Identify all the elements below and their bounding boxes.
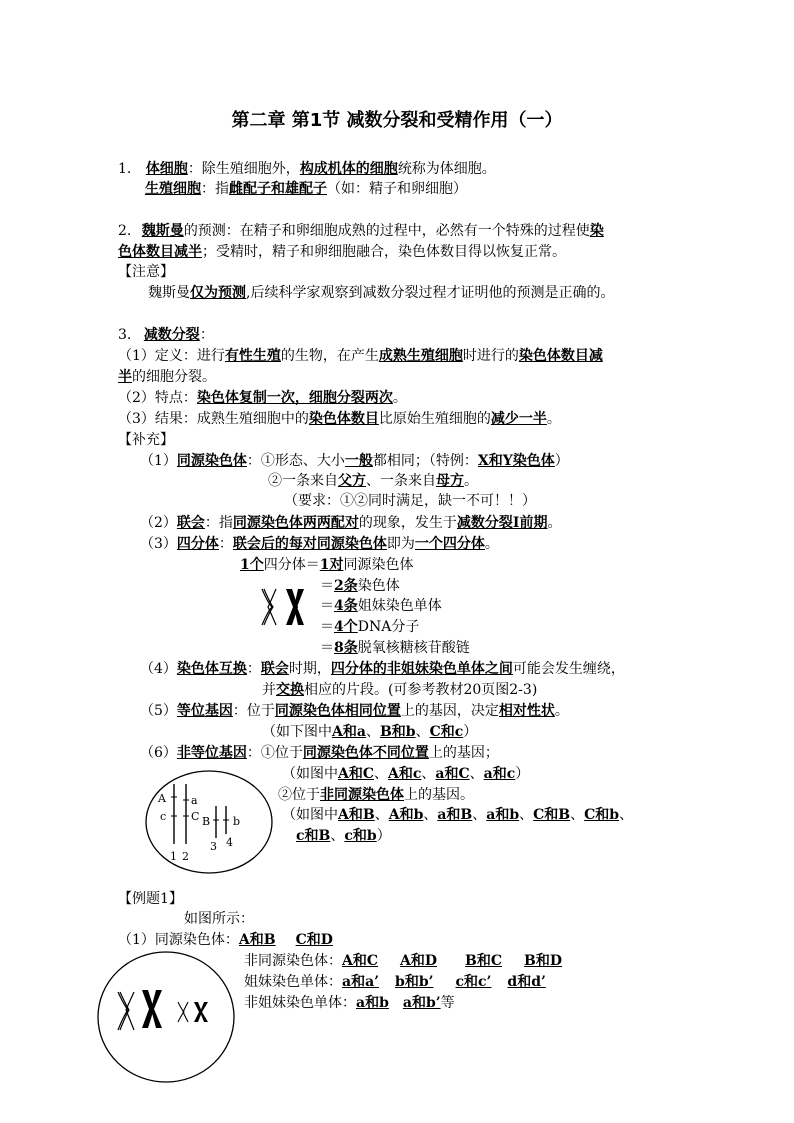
allele-line-2 xyxy=(262,723,477,741)
example-intro: 如图所示： xyxy=(184,911,254,927)
meiosis-definition-cont xyxy=(118,368,216,386)
text: 魏斯曼 xyxy=(148,285,190,301)
answer: A和D xyxy=(400,953,438,969)
example-q2 xyxy=(244,952,562,970)
tetrad-eq-5 xyxy=(320,639,470,657)
text: 的生物，在产生 xyxy=(280,348,379,364)
term: 染色体互换 xyxy=(176,661,247,677)
text: 上的基因； xyxy=(428,745,499,761)
chromosome-solid-large xyxy=(142,990,162,1028)
term: 染色体数目减 xyxy=(518,348,603,364)
term: B和b xyxy=(379,724,416,740)
nonallele-line-3 xyxy=(278,786,474,804)
term: A和B xyxy=(338,807,375,823)
term: a和B xyxy=(437,807,473,823)
text: ： xyxy=(246,661,261,677)
homologous-line-2 xyxy=(268,472,478,490)
text: 的现象，发生于 xyxy=(358,515,457,531)
chromosome-lines xyxy=(174,784,226,844)
term: 联会 xyxy=(176,515,205,531)
text: ） xyxy=(554,453,569,469)
term: A和c xyxy=(388,766,422,782)
tetrad-eq-3 xyxy=(320,597,442,615)
text: ） xyxy=(463,724,478,740)
text: 、一条来自 xyxy=(366,473,436,489)
text: 。 xyxy=(392,390,407,406)
text: ：①位于 xyxy=(246,745,303,761)
chromosome-solid-pair xyxy=(286,589,304,625)
chromosome-number-2: 2 xyxy=(182,850,189,863)
term: 2条 xyxy=(334,578,358,594)
text: 、 xyxy=(421,766,436,782)
text: DNA分子 xyxy=(357,619,420,635)
crossover-line-1 xyxy=(140,660,625,678)
nonallele-line-4 xyxy=(282,806,633,824)
text: 、 xyxy=(365,724,380,740)
chromosome-outline-pair xyxy=(262,589,276,625)
section-number: 1. xyxy=(118,161,132,177)
text: ： xyxy=(199,327,214,343)
answer: a和b xyxy=(356,995,389,1011)
text: 时期， xyxy=(288,661,331,677)
supplement-label: 【补充】 xyxy=(118,432,174,448)
term: 四分体 xyxy=(176,536,219,552)
text: （6） xyxy=(140,745,177,761)
text: ＝ xyxy=(320,619,334,635)
nonallele-line-2 xyxy=(282,765,529,783)
term: 有性生殖 xyxy=(224,348,281,364)
term: 四分体的非姐妹染色单体之间 xyxy=(330,661,513,677)
example-q3 xyxy=(244,973,546,991)
text: ） xyxy=(515,766,530,782)
section-1-line-2 xyxy=(145,180,467,198)
gene-cell-diagram xyxy=(144,770,274,874)
answer: A和C xyxy=(342,953,379,969)
term: c和B xyxy=(296,828,331,844)
tetrad-eq-1 xyxy=(240,556,414,574)
answer: B和D xyxy=(524,953,562,969)
text: ：除生殖细胞外， xyxy=(187,161,300,177)
text: （3）结果：成熟生殖细胞中的 xyxy=(118,411,309,427)
crossover-line-2 xyxy=(262,681,537,699)
text: 即为 xyxy=(386,536,415,552)
text: 上的基因。 xyxy=(404,787,474,803)
text: 四分体＝ xyxy=(263,557,320,573)
text: （如图中 xyxy=(282,807,338,823)
nonallele-line-5 xyxy=(296,827,391,845)
tetrad-line xyxy=(140,535,499,553)
example-label: 【例题1】 xyxy=(118,891,183,907)
term: 母方 xyxy=(436,473,464,489)
text: 脱氧核糖核苷酸链 xyxy=(357,640,470,656)
term: C和B xyxy=(533,807,571,823)
term: 相对性状 xyxy=(498,703,555,719)
term: C和c xyxy=(429,724,464,740)
tetrad-eq-4 xyxy=(320,618,419,636)
term: 联会 xyxy=(260,661,289,677)
section-3-heading xyxy=(118,326,214,344)
text: ：①形态、大小 xyxy=(246,453,345,469)
term-germ-cell: 生殖细胞 xyxy=(145,181,201,197)
term: 成熟生殖细胞 xyxy=(378,348,463,364)
term: 半 xyxy=(118,369,132,385)
text: （3） xyxy=(140,536,177,552)
gene-labels xyxy=(157,792,240,863)
term: 染 xyxy=(589,223,604,239)
answer: a和a’ xyxy=(342,974,380,990)
term: 4个 xyxy=(334,619,358,635)
answer: b和b’ xyxy=(395,974,434,990)
chromosome-solid-small xyxy=(194,1002,208,1022)
homologous-line-1 xyxy=(140,452,569,470)
meiosis-feature xyxy=(118,389,407,407)
gene-label-c: c xyxy=(160,810,167,823)
allele-line-1 xyxy=(140,702,569,720)
text: 。 xyxy=(554,703,569,719)
text: ：指 xyxy=(201,181,229,197)
text: 、 xyxy=(423,807,438,823)
term: 同源染色体 xyxy=(176,453,247,469)
answer: A和B xyxy=(238,932,276,948)
text: （如：精子和卵细胞） xyxy=(327,181,467,197)
text: 染色体 xyxy=(357,578,400,594)
text: （2） xyxy=(140,515,177,531)
text: （1） xyxy=(140,453,177,469)
text: 。 xyxy=(546,411,561,427)
term-weismann: 魏斯曼 xyxy=(141,223,184,239)
section-number: 3. xyxy=(118,327,132,343)
text: （2）特点： xyxy=(118,390,197,406)
text: 。 xyxy=(484,536,499,552)
section-1-line-1 xyxy=(118,160,496,178)
text: ：位于 xyxy=(232,703,275,719)
term: c和b xyxy=(344,828,377,844)
answer: a和b’ xyxy=(402,995,441,1011)
answer: C和D xyxy=(295,932,333,948)
term: a和b xyxy=(486,807,520,823)
section-2-line-2 xyxy=(118,243,566,261)
gene-label-A: A xyxy=(158,792,166,805)
term-somatic-cell: 体细胞 xyxy=(145,161,188,177)
term: 同源染色体两两配对 xyxy=(232,515,359,531)
term: 仅为预测 xyxy=(190,285,246,301)
meiosis-result xyxy=(118,410,561,428)
term: 同源染色体不同位置 xyxy=(302,745,429,761)
text: ：指 xyxy=(204,515,233,531)
term: a和c xyxy=(483,766,516,782)
term: 减少一半 xyxy=(490,411,547,427)
term: 联会后的每对同源染色体 xyxy=(232,536,387,552)
text: 时进行的 xyxy=(462,348,519,364)
text: 姐妹染色单体 xyxy=(357,598,442,614)
gene-label-b: b xyxy=(233,815,241,828)
term: 父方 xyxy=(338,473,366,489)
text: ②一条来自 xyxy=(268,473,338,489)
term: 减数分裂Ⅰ前期 xyxy=(456,515,548,531)
note-label: 【注意】 xyxy=(118,264,174,280)
text: ） xyxy=(376,828,391,844)
note-text xyxy=(148,284,614,302)
example-q4 xyxy=(244,994,455,1012)
text: 、 xyxy=(374,807,389,823)
term: a和C xyxy=(435,766,470,782)
answer: d和d’ xyxy=(507,974,546,990)
text: 、 xyxy=(570,807,585,823)
text: 、 xyxy=(472,807,487,823)
text: 姐妹染色单体： xyxy=(244,974,342,990)
term: 等位基因 xyxy=(176,703,233,719)
tetrad-chromosome-illustration xyxy=(256,585,316,629)
term: 1个 xyxy=(240,557,264,573)
text: 。 xyxy=(464,473,478,489)
text: 、 xyxy=(619,807,634,823)
term: 交换 xyxy=(276,682,304,698)
page-title: 第二章 第1节 减数分裂和受精作用（一） xyxy=(231,110,563,131)
text: 比原始生殖细胞的 xyxy=(378,411,491,427)
text: 上的基因，决定 xyxy=(400,703,499,719)
term: 8条 xyxy=(334,640,358,656)
term: A和a xyxy=(332,724,366,740)
chromosome-number-3: 3 xyxy=(210,840,217,853)
text: （5） xyxy=(140,703,177,719)
term-meiosis: 减数分裂 xyxy=(143,327,200,343)
term: 1对 xyxy=(319,557,344,573)
term: 同源染色体相同位置 xyxy=(274,703,401,719)
text: 。 xyxy=(547,515,562,531)
answer: B和C xyxy=(465,953,503,969)
term: 染色体复制一次，细胞分裂两次 xyxy=(196,390,393,406)
term: 非同源染色体 xyxy=(320,787,404,803)
text: 并 xyxy=(262,682,276,698)
gene-ticks xyxy=(171,797,229,820)
chromosome-number-1: 1 xyxy=(170,850,177,863)
text: （如图中 xyxy=(282,766,338,782)
text: 的预测：在精子和卵细胞成熟的过程中，必然有一个特殊的过程使 xyxy=(183,223,590,239)
chromosome-number-4: 4 xyxy=(226,836,233,849)
term: C和b xyxy=(584,807,620,823)
text: ＝ xyxy=(320,598,334,614)
example-cell-diagram xyxy=(96,950,236,1084)
example-q1 xyxy=(118,931,333,949)
text: ,后续科学家观察到减数分裂过程才证明他的预测是正确的。 xyxy=(246,285,615,301)
meiosis-definition xyxy=(118,347,603,365)
text: （如下图中 xyxy=(262,724,332,740)
text: ②位于 xyxy=(278,787,320,803)
text: 的细胞分裂。 xyxy=(132,369,216,385)
text: 、 xyxy=(330,828,345,844)
term: 非等位基因 xyxy=(176,745,247,761)
text: ；受精时，精子和卵细胞融合，染色体数目得以恢复正常。 xyxy=(202,244,566,260)
term: A和C xyxy=(338,766,375,782)
text: 都相同；（特例： xyxy=(372,453,478,469)
text: 、 xyxy=(374,766,389,782)
text: 非姐妹染色单体： xyxy=(244,995,356,1011)
text: （1）定义：进行 xyxy=(118,348,225,364)
term: A和b xyxy=(388,807,424,823)
text: 非同源染色体： xyxy=(244,953,342,969)
homologous-requirement: （要求：①②同时满足，缺一不可！！） xyxy=(284,493,536,509)
term: 构成机体的细胞 xyxy=(299,161,398,177)
term: 一般 xyxy=(344,453,373,469)
nonallele-line-1 xyxy=(140,744,499,762)
term: 色体数目减半 xyxy=(118,244,202,260)
text: ＝ xyxy=(320,578,334,594)
answer: c和c’ xyxy=(455,974,492,990)
text: 、 xyxy=(519,807,534,823)
term: 雌配子和雄配子 xyxy=(229,181,327,197)
text: 等 xyxy=(440,995,455,1011)
text: 可能会发生缠绕， xyxy=(512,661,625,677)
section-number: 2. xyxy=(118,223,132,239)
cell-membrane xyxy=(98,952,234,1082)
term: X和Y染色体 xyxy=(477,453,555,469)
synapsis-line xyxy=(140,514,561,532)
chromosome-outline-small xyxy=(178,1002,188,1022)
text: 同源染色体 xyxy=(343,557,414,573)
term: 染色体数目 xyxy=(308,411,379,427)
term: 4条 xyxy=(334,598,358,614)
gene-label-a: a xyxy=(191,794,198,807)
text: 、 xyxy=(469,766,484,782)
text: ＝ xyxy=(320,640,334,656)
text: 、 xyxy=(415,724,430,740)
section-2-line-1 xyxy=(118,222,604,240)
gene-label-C: C xyxy=(191,810,200,823)
text: （4） xyxy=(140,661,177,677)
text: 统称为体细胞。 xyxy=(397,161,496,177)
text: 相应的片段。(可参考教材20页图2-3) xyxy=(304,682,538,698)
chromosome-outline-large xyxy=(118,992,134,1030)
term: 一个四分体 xyxy=(414,536,485,552)
text: ： xyxy=(218,536,233,552)
gene-label-B: B xyxy=(202,815,211,828)
tetrad-eq-2 xyxy=(320,577,400,595)
text: （1）同源染色体： xyxy=(118,932,239,948)
